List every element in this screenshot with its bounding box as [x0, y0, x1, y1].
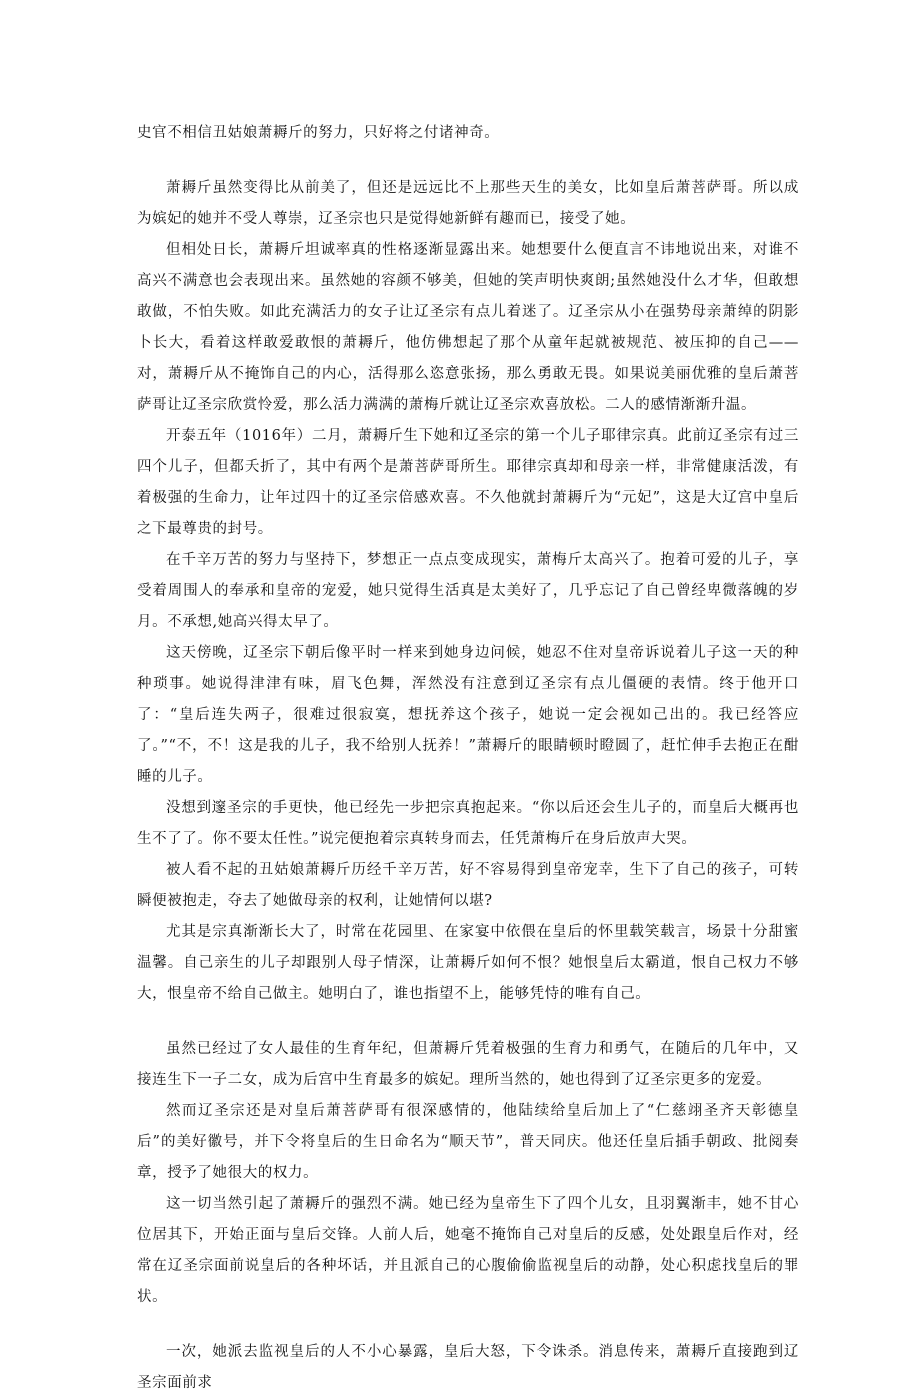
paragraph-8: 被人看不起的丑姑娘萧耨斤历经千辛万苦，好不容易得到皇帝宠幸，生下了自己的孩子，可转瞬便被抱走，夺去了她做母亲的权利，让她情何以堪?: [137, 862, 799, 909]
paragraph-gap: [137, 149, 799, 173]
paragraph-1: 史官不相信丑姑娘萧耨斤的努力，只好将之付诸神奇。: [137, 125, 500, 141]
paragraph-gap: [137, 1010, 799, 1034]
paragraph-9: 尤其是宗真渐渐长大了，时常在花园里、在家宴中依偎在皇后的怀里载笑载言，场景十分甜蜜温馨。自己亲生的儿子却跟别人母子情深，让萧耨斤如何不恨？她恨皇后太霸道，恨自己权力不够大，恨皇帝不给自己做主。她明白了，谁也指望不上，能够凭恃的唯有自己。: [137, 924, 799, 1002]
paragraph-10: 虽然已经过了女人最佳的生育年纪，但萧耨斤凭着极强的生育力和勇气，在随后的几年中，又接连生下一子二女，成为后宫中生育最多的嫔妃。理所当然的，她也得到了辽圣宗更多的宠爱。: [137, 1041, 799, 1088]
paragraph-12: 这一切当然引起了萧耨斤的强烈不满。她已经为皇帝生下了四个儿女，且羽翼渐丰，她不甘心位居其下，开始正面与皇后交锋。人前人后，她毫不掩饰自己对皇后的反感，处处跟皇后作对，经常在辽圣宗面前说皇后的各种坏话，并且派自己的心腹偷偷监视皇后的动静，处心积虑找皇后的罪状。: [137, 1196, 799, 1305]
paragraph-2: 萧耨斤虽然变得比从前美了，但还是远远比不上那些天生的美女，比如皇后萧菩萨哥。所以成为嫔妃的她并不受人尊崇，辽圣宗也只是觉得她新鲜有趣而已，接受了她。: [137, 180, 799, 227]
paragraph-7: 没想到邃圣宗的手更快，他已经先一步把宗真抱起来。“你以后还会生儿子的，而皇后大概再也生不了了。你不要太任性。”说完便抱着宗真转身而去，任凭萧梅斤在身后放声大哭。: [137, 800, 799, 847]
paragraph-6: 这天傍晚，辽圣宗下朝后像平时一样来到她身边问候，她忍不住对皇帝诉说着儿子这一天的种种琐事。她说得津津有味，眉飞色舞，浑然没有注意到辽圣宗有点儿僵硬的表情。终于他开口了：“皇后连失两子，很难过很寂寞，想抚养这个孩子，她说一定会视如己出的。我已经答应了。”“不，不！这是我的儿子，我不给别人抚养！”萧耨斤的眼睛顿时瞪圆了，赶忙伸手去抱正在酣睡的儿子。: [137, 645, 799, 785]
paragraph-5: 在千辛万苦的努力与坚持下，梦想正一点点变成现实，萧梅斤太高兴了。抱着可爱的儿子，享受着周围人的奉承和皇帝的宠爱，她只觉得生活真是太美好了，几乎忘记了自己曾经卑微落魄的岁月。不承想,她高兴得太早了。: [137, 552, 799, 630]
paragraph-11: 然而辽圣宗还是对皇后萧菩萨哥有很深感情的，他陆续给皇后加上了“仁慈翊圣齐天彰德皇后”的美好徽号，并下令将皇后的生日命名为“顺天节”，普天同庆。他还任皇后插手朝政、批阅奏章，授予了她很大的权力。: [137, 1103, 799, 1181]
paragraph-13: 一次，她派去监视皇后的人不小心暴露，皇后大怒，下令诛杀。消息传来，萧耨斤直接跑到辽圣宗面前求: [137, 1344, 799, 1391]
paragraph-4: 开泰五年（1016年）二月，萧耨斤生下她和辽圣宗的第一个儿子耶律宗真。此前辽圣宗有过三四个儿子，但都夭折了，其中有两个是萧菩萨哥所生。耶律宗真却和母亲一样，非常健康活泼，有着极强的生命力，让年过四十的辽圣宗倍感欢喜。不久他就封萧耨斤为“元妃”，这是大辽宫中皇后之下最尊贵的封号。: [137, 428, 799, 537]
paragraph-gap: [137, 1313, 799, 1337]
paragraph-3: 但相处日长，萧耨斤坦诚率真的性格逐渐显露出来。她想要什么便直言不讳地说出来，对谁不高兴不满意也会表现出来。虽然她的容颜不够美，但她的笑声明快爽朗;虽然她没什么才华，但敢想敢做，不怕失败。如此充满活力的女子让辽圣宗有点儿着迷了。辽圣宗从小在强势母亲萧绰的阴影卜长大，看着这样敢爱敢恨的萧耨斤，他仿佛想起了那个从童年起就被规范、被压抑的自己——对，萧耨斤从不掩饰自己的内心，活得那么恣意张扬，那么勇敢无畏。如果说美丽优雅的皇后萧菩萨哥让辽圣宗欣赏怜爱，那么活力满满的萧梅斤就让辽圣宗欢喜放松。二人的感情渐渐升温。: [137, 242, 799, 413]
document-page: [137, 118, 799, 1399]
